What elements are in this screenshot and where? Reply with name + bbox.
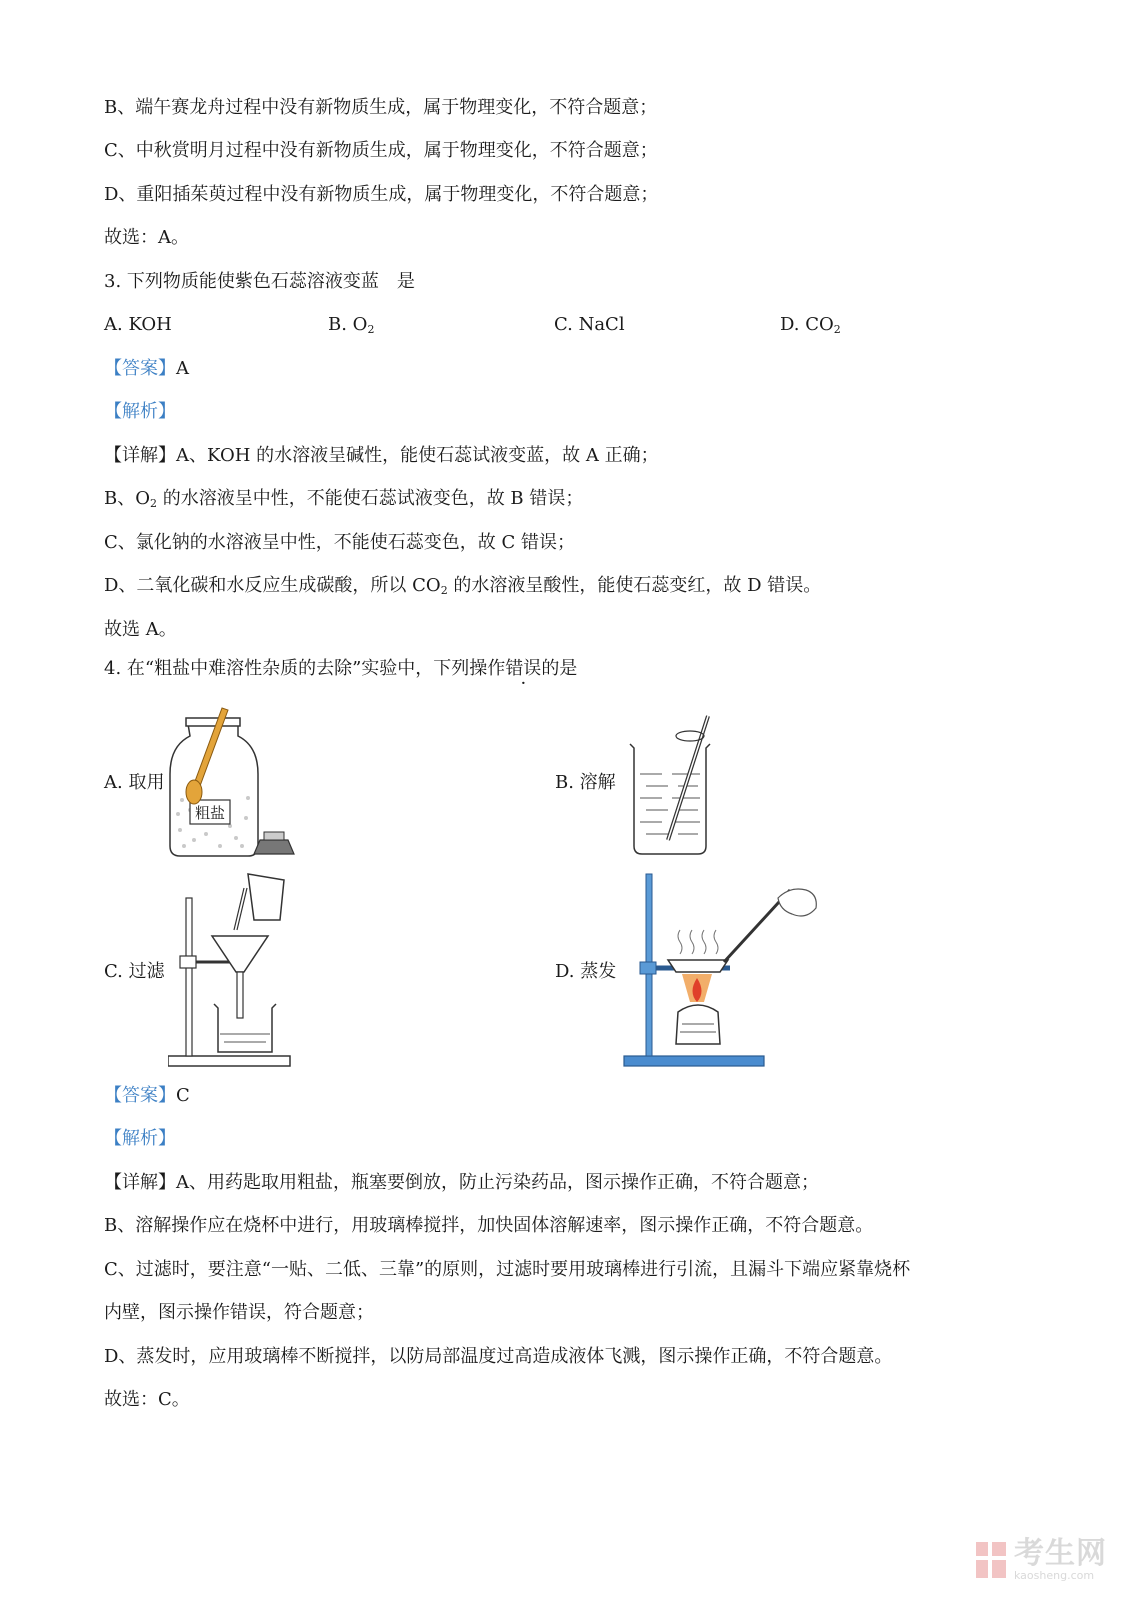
q4-choice: 故选：C。 [104,1389,190,1410]
q4-detail-a: 【详解】A、用药匙取用粗盐，瓶塞要倒放，防止污染药品，图示操作正确，不符合题意； [104,1172,819,1193]
reagent-label: 粗盐 [194,804,226,822]
q3-stem: 3. 下列物质能使紫色石蕊溶液变蓝 是 [104,271,415,292]
fig-b-caption: B. 溶解 [555,772,616,793]
q3-detail-b: B、$O_2$ 的水溶液呈中性，不能使石蕊试液变色，故 B 错误； [104,488,584,510]
q4-detail-d: D、蒸发时，应用玻璃棒不断搅拌，以防局部温度过高造成液体飞溅，图示操作正确，不符合题意。 [104,1346,893,1367]
reagent-bottle-figure [160,700,300,860]
q2-option-c-explanation: C、中秋赏明月过程中没有新物质生成，属于物理变化，不符合题意； [104,140,658,161]
fig-a-caption: A. 取用 [104,772,165,793]
q3-choice: 故选 A。 [104,619,177,640]
q2-choice: 故选：A。 [104,227,189,248]
q2-option-d-explanation: D、重阳插茱萸过程中没有新物质生成，属于物理变化，不符合题意； [104,184,659,205]
evaporation-figure [620,868,820,1073]
q3-analysis-heading: 【解析】 [104,401,176,422]
fig-d-caption: D. 蒸发 [555,961,617,982]
q2-option-b-explanation: B、端午赛龙舟过程中没有新物质生成，属于物理变化，不符合题意； [104,97,658,118]
beaker-dissolve-figure [622,708,722,858]
q4-detail-b: B、溶解操作应在烧杯中进行，用玻璃棒搅拌，加快固体溶解速率，图示操作正确，不符合题意。 [104,1215,874,1236]
q4-analysis-heading: 【解析】 [104,1128,176,1149]
q3-detail-a: 【详解】A、KOH 的水溶液呈碱性，能使石蕊试液变蓝，故 A 正确； [104,445,659,466]
watermark [974,1538,1107,1582]
q3-answer: 【答案】A [104,358,189,379]
filtration-figure [168,868,298,1073]
q4-answer: 【答案】C [104,1085,190,1106]
watermark-url: kaosheng.com [1014,1569,1095,1582]
q4-detail-c-line1: C、过滤时，要注意“一贴、二低、三靠”的原则，过滤时要用玻璃棒进行引流，且漏斗下端应紧靠烧杯 [104,1259,911,1280]
q4-detail-c-line2: 内壁，图示操作错误，符合题意； [104,1302,374,1323]
q3-option-d: D. $CO_2$ [780,314,841,336]
q3-detail-c: C、氯化钠的水溶液呈中性，不能使石蕊变色，故 C 错误； [104,532,575,553]
watermark-title: 考生网 [1014,1536,1107,1571]
q4-stem: 4. 在“粗盐中难溶性杂质的去除”实验中，下列操作错误的是 [104,658,578,679]
watermark-logo-icon [974,1540,1008,1580]
q3-option-c: C. NaCl [554,314,625,335]
q3-detail-d: D、二氧化碳和水反应生成碳酸，所以 $CO_2$ 的水溶液呈酸性，能使石蕊变红，故 D 错误。 [104,575,822,597]
q3-option-b: B. $O_2$ [328,314,375,336]
fig-c-caption: C. 过滤 [104,961,165,982]
q4-stem-emphasis: 错误 [505,658,542,679]
q3-option-a: A. KOH [104,314,172,335]
